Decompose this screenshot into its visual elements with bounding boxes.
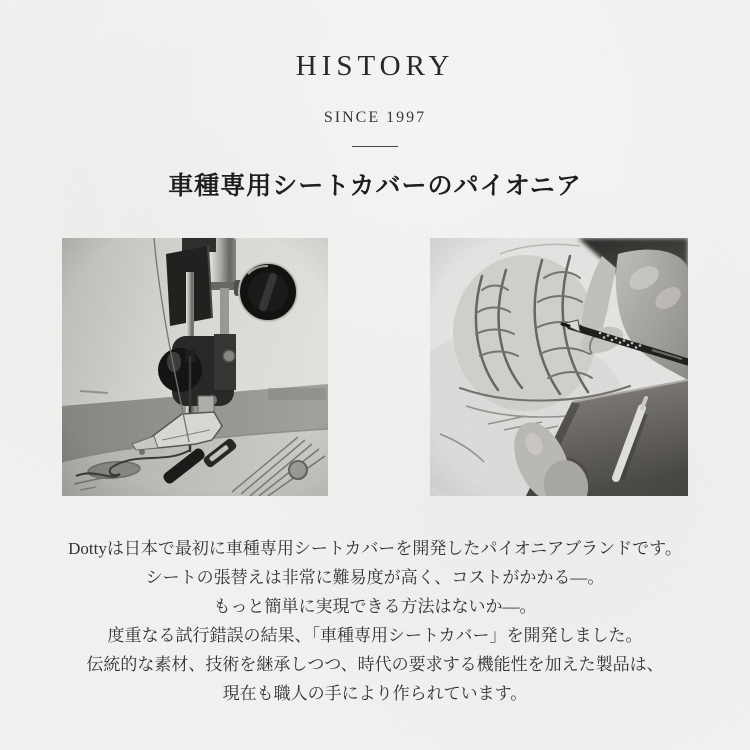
sewing-machine-photo (62, 238, 328, 496)
description-line: もっと簡単に実現できる方法はないか―。 (213, 597, 537, 616)
description-line: 伝統的な素材、技術を継承しつつ、時代の要求する機能性を加えた製品は、 (86, 655, 664, 674)
description-line: 現在も職人の手により作られています。 (222, 684, 528, 703)
hand-sketching-photo (430, 238, 688, 496)
history-description (0, 534, 750, 708)
page-title: HISTORY (295, 50, 455, 82)
photo-row (0, 238, 750, 496)
description-line: シートの張替えは非常に難易度が高く、コストがかかる―。 (145, 568, 605, 587)
heading-japanese: 車種専用シートカバーのパイオニア (168, 173, 582, 200)
description-line: Dottyは日本で最初に車種専用シートカバーを開発したパイオニアブランドです。 (68, 539, 682, 558)
divider-line (352, 146, 398, 147)
description-line: 度重なる試行錯誤の結果、「車種専用シートカバー」を開発しました。 (107, 626, 643, 645)
since-subtitle: SINCE 1997 (323, 109, 427, 126)
